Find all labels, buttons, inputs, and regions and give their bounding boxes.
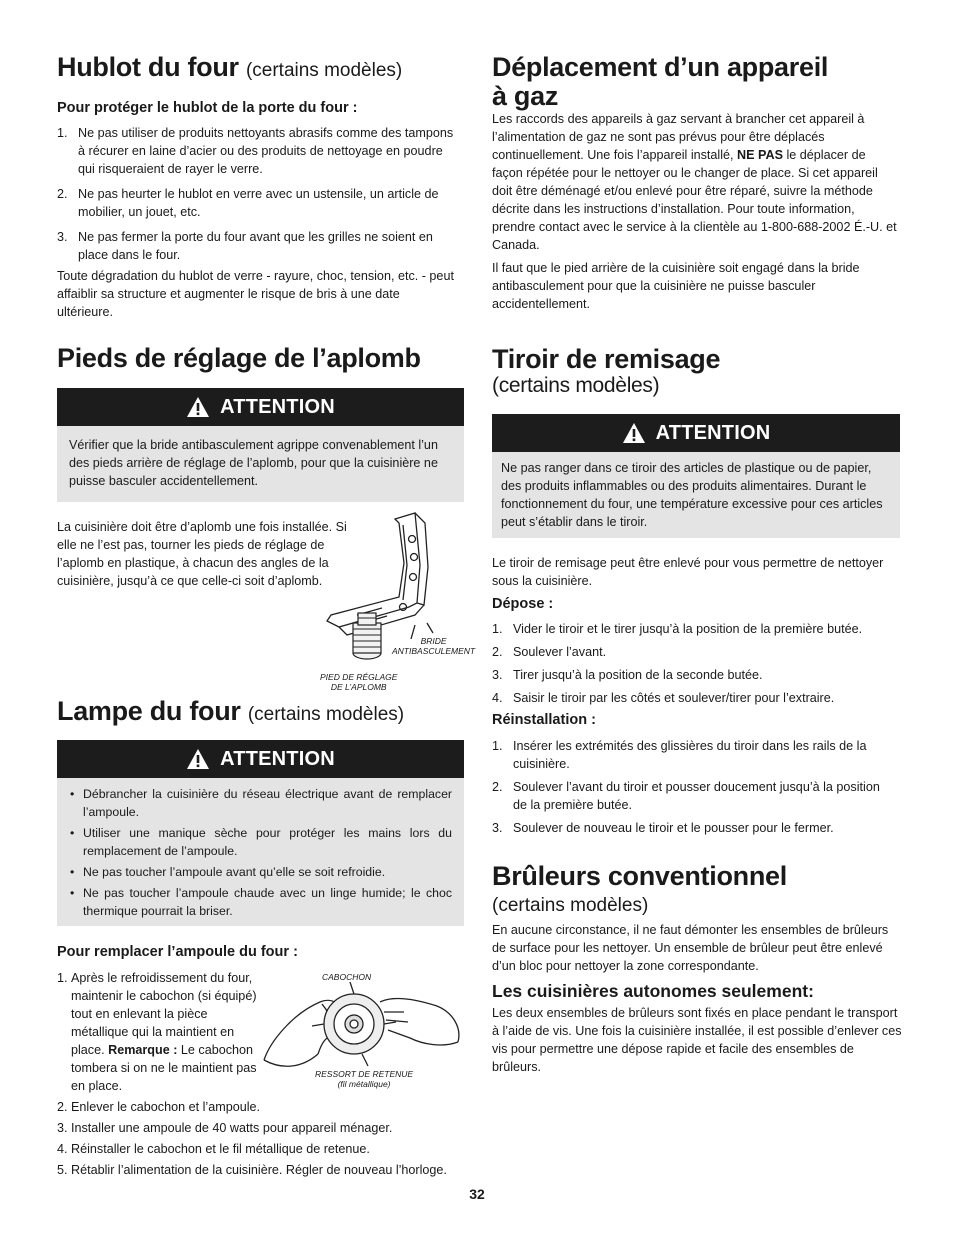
section-title-bruleurs: Brûleurs conventionnel	[492, 861, 787, 891]
list-item: 5. Rétablir l’alimentation de la cuisinière. Régler de nouveau l’horloge.	[57, 1163, 447, 1177]
lampe-subtitle: (certains modèles)	[247, 704, 405, 725]
warning-triangle-icon	[186, 748, 210, 770]
attention-label: ATTENTION	[655, 421, 771, 444]
attention-bar	[57, 388, 464, 426]
list-item: 1. Insérer les extrémités des glissières du tiroir dans les rails de la cuisinière.	[492, 739, 867, 771]
section-title-hublot	[57, 53, 402, 85]
section-title-pieds: Pieds de réglage de l’aplomb	[57, 343, 421, 373]
attention-bullets	[69, 785, 452, 920]
list-item: 3. Ne pas fermer la porte du four avant que les grilles ne soient en place dans le four.	[57, 230, 433, 262]
lampe-heading: Pour remplacer l’ampoule du four :	[57, 944, 298, 960]
attention-text: Vérifier que la bride antibasculement agrippe convenablement l’un des pieds arrière de réglage de l’aplomb, pour que la cuisinière ne puisse basculer accidentellement.	[69, 438, 438, 488]
attention-label: ATTENTION	[220, 395, 335, 418]
section-title-lampe	[57, 697, 404, 729]
bruleurs-heading: Les cuisinières autonomes seulement:	[492, 981, 814, 1001]
reinstall-heading: Réinstallation :	[492, 712, 596, 728]
reinstall-list	[492, 737, 897, 837]
bruleurs-p2: Les deux ensembles de brûleurs sont fixés en place pendant le transport à l’aide de vis. Une fois la cuisinière installée, il est possible d’enlever ces vis pour permettre une dépose rapide et facile des ensembles de brûleurs.	[492, 1006, 902, 1074]
oven-lamp-illustration	[262, 982, 467, 1077]
hublot-note: Toute dégradation du hublot de verre - rayure, choc, tension, etc. - peut affaiblir sa structure et augmenter le risque de bris à une date ultérieure.	[57, 269, 454, 319]
hublot-title: Hublot du four	[57, 52, 239, 82]
lampe-steps	[57, 1098, 477, 1179]
list-item: • Ne pas toucher l’ampoule chaude avec un linge humide; le choc thermique pourrait la briser.	[69, 884, 452, 920]
page-number: 32	[469, 1186, 485, 1202]
list-item: 2. Ne pas heurter le hublot en verre avec un ustensile, un article de mobilier, un jouet, etc.	[57, 187, 439, 219]
attention-box-tiroir	[492, 414, 900, 538]
list-item: 1. Vider le tiroir et le tirer jusqu’à la position de la première butée.	[492, 622, 863, 636]
attention-bar	[57, 740, 464, 778]
warning-triangle-icon	[186, 396, 210, 418]
lampe-step-1: 1. Après le refroidissement du four, maintenir le cabochon (si équipé) tout en enlevant la pièce métallique qui la maintient en place. Remarque : Le cabochon tombera si on ne le maintient pas en place.	[57, 971, 257, 1093]
list-item: 4. Saisir le tiroir par les côtés et soulever/tirer pour l’extraire.	[492, 691, 835, 705]
list-item: 3. Tirer jusqu’à la position de la seconde butée.	[492, 668, 763, 682]
attention-text: Ne pas ranger dans ce tiroir des articles de plastique ou de papier, des produits inflammables ou des produits alimentaires. Durant le fonctionnement du four, une température excessive pour ces articles peut s’établir dans le tiroir.	[501, 461, 883, 529]
label-pied: PIED DE RÉGLAGE DE L’APLOMB	[320, 672, 398, 692]
lampe-title: Lampe du four	[57, 696, 241, 726]
hublot-list	[57, 124, 457, 264]
list-item: • Débrancher la cuisinière du réseau électrique avant de remplacer l’ampoule.	[69, 785, 452, 821]
hublot-subtitle: (certains modèles)	[245, 60, 403, 81]
label-bride: BRIDE ANTIBASCULEMENT	[392, 636, 476, 656]
list-item: • Ne pas toucher l’ampoule avant qu’elle se soit refroidie.	[69, 863, 452, 881]
list-item: 2. Enlever le cabochon et l’ampoule.	[57, 1100, 261, 1114]
bruleurs-subtitle: (certains modèles)	[492, 895, 649, 916]
attention-box-pieds	[57, 388, 464, 502]
bruleurs-p1: En aucune circonstance, il ne faut démonter les ensembles de brûleurs de surface pour les nettoyer. Un ensemble de brûleur peut être enlevé d’un bloc pour nettoyer la zone correspondante.	[492, 923, 889, 973]
list-item: 3. Installer une ampoule de 40 watts pour appareil ménager.	[57, 1121, 393, 1135]
list-item: 1. Ne pas utiliser de produits nettoyants abrasifs comme des tampons à récurer en laine d’acier ou des produits de nettoyage en poudre qui risqueraient de rayer le verre.	[57, 126, 454, 176]
warning-triangle-icon	[622, 422, 646, 444]
hublot-heading: Pour protéger le hublot de la porte du four :	[57, 100, 358, 116]
attention-bar	[492, 414, 900, 452]
label-cabochon: CABOCHON	[322, 972, 372, 982]
section-title-deplacement: Déplacement d’un appareil à gaz	[492, 52, 829, 111]
pieds-body: La cuisinière doit être d’aplomb une fois installée. Si elle ne l’est pas, tourner les pieds de réglage de l’aplomb en plastique, à chacun des angles de la cuisinière, jusqu’à ce que celle-ci soit d’aplomb.	[57, 520, 347, 588]
attention-box-lampe	[57, 740, 464, 926]
list-item: • Utiliser une manique sèche pour protéger les mains lors du remplacement de l’ampoule.	[69, 824, 452, 860]
list-item: 2. Soulever l’avant.	[492, 645, 607, 659]
attention-label: ATTENTION	[220, 747, 335, 770]
deplacement-p2: Il faut que le pied arrière de la cuisinière soit engagé dans la bride antibasculement pour que la cuisinière ne puisse basculer accidentellement.	[492, 261, 860, 311]
attention-body	[57, 778, 464, 933]
deplacement-p1: Les raccords des appareils à gaz servant à brancher cet appareil à l’alimentation de gaz ne sont pas prévus pour être déplacés continuellement. Une fois l’appareil installé, NE PAS le déplacer de façon répétée pour le nettoyer ou le changer de place. Si cet appareil doit être déménagé et/ou enlevé pour être réparé, suivre la méthode décrite dans les instructions d’installation. Pour toute information, prendre contact avec le service à la clientèle au 1-800-688-2002 É.-U. et Canada.	[492, 112, 897, 252]
list-item: 4. Réinstaller le cabochon et le fil métallique de retenue.	[57, 1142, 370, 1156]
list-item: 3. Soulever de nouveau le tiroir et le pousser pour le fermer.	[492, 821, 834, 835]
list-item: 2. Soulever l’avant du tiroir et pousser doucement jusqu’à la position de la première butée.	[492, 780, 880, 812]
depose-heading: Dépose :	[492, 596, 554, 612]
tiroir-intro: Le tiroir de remisage peut être enlevé pour vous permettre de nettoyer sous la cuisinière.	[492, 556, 884, 588]
section-title-tiroir: Tiroir de remisage (certains modèles)	[492, 344, 721, 397]
depose-list	[492, 620, 902, 707]
label-ressort: RESSORT DE RETENUE (fil métallique)	[315, 1069, 414, 1089]
